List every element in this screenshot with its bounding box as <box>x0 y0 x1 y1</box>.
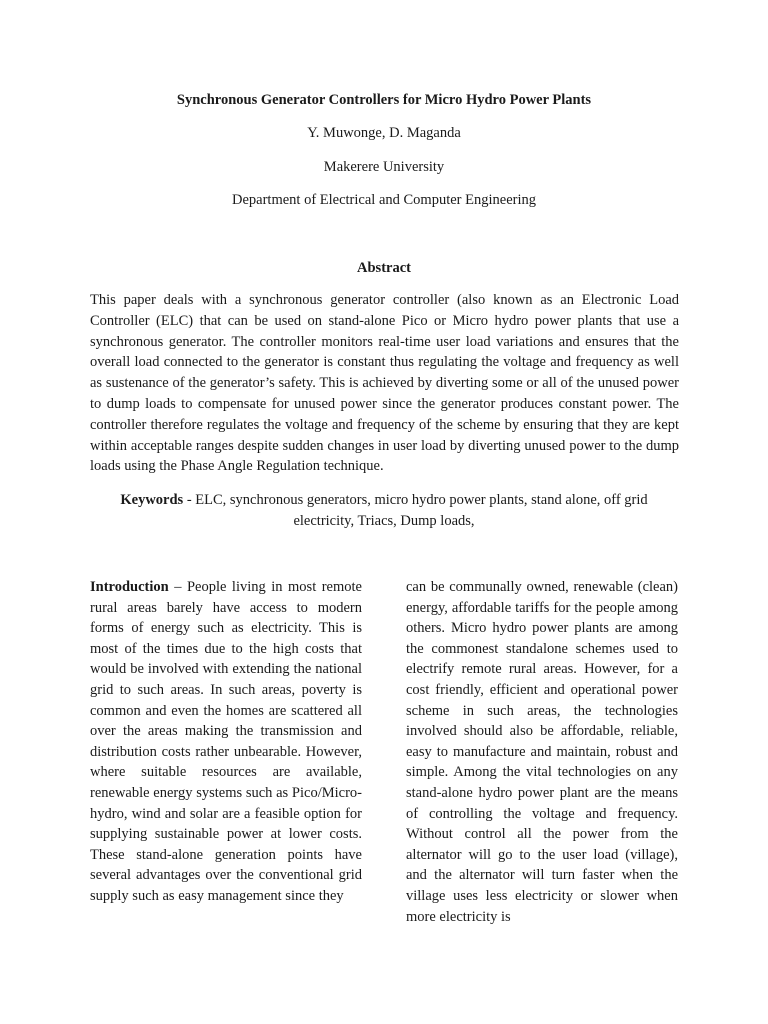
paper-authors: Y. Muwonge, D. Maganda <box>307 125 461 141</box>
paper-affiliation: Makerere University <box>323 159 445 175</box>
keywords-text: - ELC, synchronous generators, micro hydro power plants, stand alone, off grid electricity, Triacs, Dump loads, <box>183 492 648 529</box>
abstract-heading: Abstract <box>357 260 411 276</box>
introduction-text-left: – People living in most remote rural areas barely have access to modern forms of energy such as electricity. This is most of the times due to the high costs that would be involved with extending the national grid to such areas. In such areas, poverty is common and even the homes are scattered all over the areas making the transmission and distribution costs rather unbearable. However, where suitable resources are available, renewable energy systems such as Pico/Micro-hydro, wind and solar are a feasible option for supplying sustainable power at lower costs. These stand-alone generation points have several advantages over the conventional grid supply such as easy management since they <box>90 579 362 904</box>
introduction-column-left <box>90 577 362 907</box>
abstract-text: This paper deals with a synchronous generator controller (also known as an Electronic Load Controller (ELC) that can be used on stand-alone Pico or Micro hydro power plants that use a synchronous generator. The controller monitors real-time user load variations and ensures that the overall load connected to the generator is constant thus regulating the voltage and frequency as well as sustenance of the generator’s safety. This is achieved by diverting some or all of the unused power to dump loads to compensate for unused power since the generator produces constant power. The controller therefore regulates the voltage and frequency of the scheme by ensuring that they are kept within acceptable ranges despite sudden changes in user load by diverting unused power to the dump loads using the Phase Angle Regulation technique. <box>90 292 679 475</box>
keywords-paragraph <box>100 490 668 532</box>
introduction-label: Introduction <box>90 579 169 595</box>
paper-department: Department of Electrical and Computer Engineering <box>232 192 536 208</box>
keywords-label: Keywords <box>120 492 184 508</box>
introduction-column-right: can be communally owned, renewable (clean) energy, affordable tariffs for the people among others. Micro hydro power plants are among the commonest standalone schemes used to electrify remote rural areas. However, for a cost friendly, efficient and operational power scheme in such areas, the technologies involved should also be affordable, reliable, easy to manufacture and maintain, robust and simple. Among the vital technologies on any stand-alone hydro power plant are the means of controlling the voltage and frequency. Without control all the power from the alternator will go to the user load (village), and the alternator will turn faster when the village uses less electricity or slower when more electricity is <box>406 579 678 925</box>
paper-title: Synchronous Generator Controllers for Micro Hydro Power Plants <box>176 92 592 108</box>
